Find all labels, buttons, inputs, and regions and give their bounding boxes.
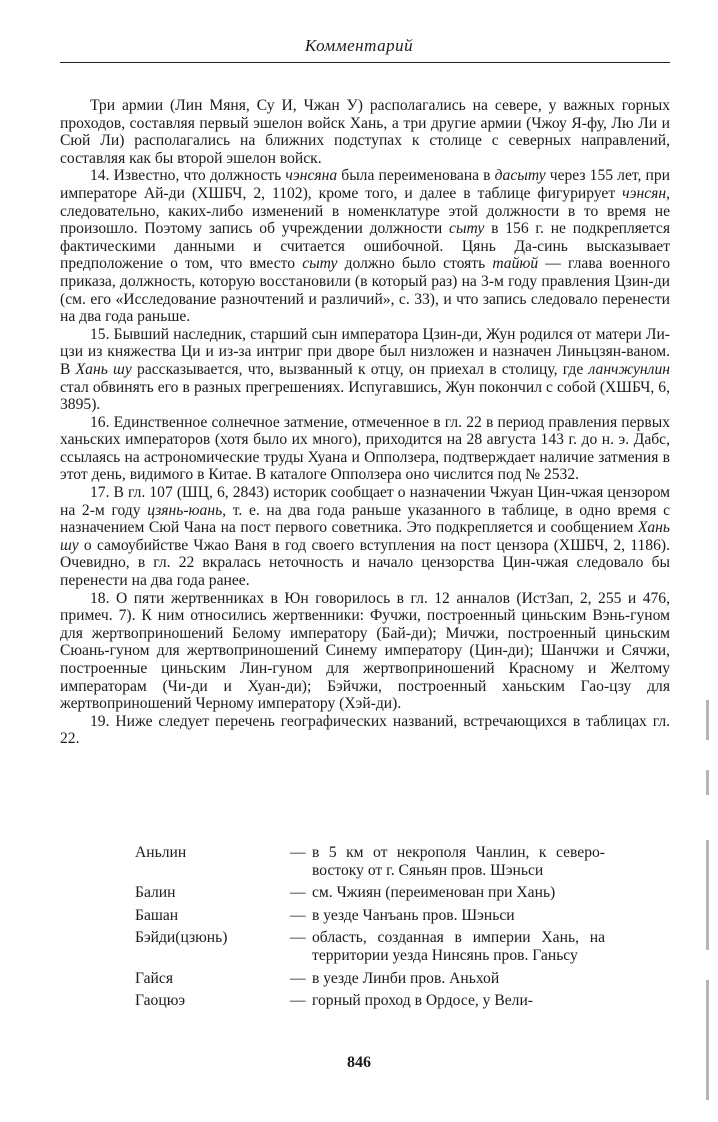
text-run: Три армии (Лин Мяня, Су И, Чжан У) располагались на севере, у важных горных проходов, составляя первый эшелон войск Хань, а три другие армии (Чжоу Я-фу, Лю Ли и Сюй Ли) располагались на ближних подступах к столице с северных направлений, составляя как бы второй эшелон войск. [60,97,670,167]
geo-dash: — [290,969,306,987]
text-run: была переименована в [337,167,495,185]
text-run: следовательно, каких-либо изменений в номенклатуре этой должности в то время не произошло. Поэтому запись об учреждении должности [60,202,670,238]
geo-definition: в уезде Чанъань пров. Шэньси [312,906,515,924]
text-run: 15. Бывший наследник, старший сын императора Цзин-ди, Жун родился от матери Ли-цзи из княжества Ци и из-за интриг при дворе был низложен и назначен Линьцзян-ваном. В [60,325,670,378]
scan-edge-mark [706,840,709,950]
geo-entry [135,844,605,879]
commentary-paragraph [60,590,670,713]
italic-term: ланчжунлин [588,360,670,378]
geo-definition: горный проход в Ордосе, у Вели- [312,992,533,1010]
text-run: 16. Единственное солнечное затмение, отмеченное в гл. 22 в период правления первых ханьских императоров (хотя было их много), приходится на 28 августа 143 г. до н. э. Дабс, ссылаясь на астрономические труды Хуана и Опползера, подтверждает наличие затмения в этот день, видимого в Китае. В каталоге Опползера оно числится под № 2532. [60,413,670,484]
geo-entry [135,884,605,902]
geo-definition: в 5 км от некрополя Чанлин, к северо-востоку от г. Сяньян пров. Шэньси [312,844,605,879]
scan-edge-mark [706,770,709,795]
italic-term: дасыту [494,167,546,185]
running-head: Комментарий [304,36,414,55]
geographic-names-list [135,844,605,1015]
geo-entry [135,992,605,1010]
text-run: должно было стоять [337,255,493,273]
header-rule [60,62,670,63]
commentary-paragraph [60,414,670,484]
geo-name: Гаоцюэ [135,992,186,1010]
geo-dash: — [290,906,306,924]
text-run: 19. Ниже следует перечень географических названий, встречающихся в таблицах гл. 22. [60,712,670,748]
commentary-paragraph [60,484,670,590]
scan-edge-mark [706,980,709,1100]
geo-definition: см. Чжиян (переименован при Хань) [312,884,556,902]
italic-term: Хань шу [75,360,132,378]
italic-term: сыту [302,255,338,273]
italic-term: цзянь-юань, [147,501,227,519]
commentary-paragraph [60,326,670,414]
geo-definition: область, созданная в империи Хань, на территории уезда Нинсянь пров. Ганьсу [312,929,605,964]
text-run: через 155 лет, при императоре Ай-ди (ХШБЧ, 2, 1102), кроме того, и далее в таблице фигурирует [60,167,670,202]
scan-edge-mark [706,700,709,740]
text-run: стал обвинять его в разных прегрешениях. Испугавшись, Жун покончил с собой (ХШБЧ, 6, 3895). [60,378,670,414]
geo-entry [135,970,605,988]
geo-name: Башан [135,906,179,924]
italic-term: сыту [449,220,485,238]
geo-dash: — [290,929,306,947]
geo-entry [135,929,605,964]
italic-term: чэнсяна [285,167,338,185]
geo-dash: — [290,992,306,1010]
text-run: в 156 г. не подкрепляется фактическими данными и считается ошибочной. Цянь Да-синь высказывает предположение о том, что вместо [60,220,670,273]
geo-name: Балин [135,884,176,902]
commentary-paragraph [60,713,670,748]
commentary-paragraph [60,167,670,325]
geo-name: Аньлин [135,844,187,861]
geo-name: Гайся [135,969,173,987]
commentary-body [60,97,670,748]
text-run: рассказывается, что, вызванный к отцу, он приехал в столицу, где [131,360,589,378]
geo-dash: — [290,884,306,902]
commentary-paragraph [60,97,670,167]
geo-dash: — [290,844,306,861]
italic-term: чэнсян, [622,184,670,202]
page-number: 846 [347,1054,371,1071]
italic-term: Хань шу [60,519,670,554]
text-run: 18. О пяти жертвенниках в Юн говорилось в гл. 12 анналов (ИстЗап, 2, 255 и 476, примеч. 7). К ним относились жертвенники: Фучжи, построенный циньским Вэнь-гуном для жертвоприношений Белому императору (Бай-ди); Мичжи, построенный циньским Сюань-гуном для жертвоприношений Синему императору (Цин-ди); Шанчжи и Сячжи, построенные циньским Лин-гуном для жертвоприношений Красному и Желтому императорам (Чи-ди и Хуан-ди); Бэйчжи, построенный ханьским Гао-цзу для жертвоприношений Черному императору (Хэй-ди). [60,589,670,713]
text-run: о самоубийстве Чжао Ваня в год своего вступления на пост цензора (ХШБЧ, 2, 1186). Очевидно, в гл. 22 вкралась неточность и начало цензорства Цин-чжая следовало бы перенести на два года ранее. [60,536,670,590]
geo-name: Бэйди(цзюнь) [135,929,228,947]
text-run: 17. В гл. 107 (ШЦ, 6, 2843) историк сообщает о назначении Чжуан Цин-чжая цензором на 2-м году [60,484,670,519]
italic-term: тайюй [492,255,539,273]
text-run: 14. Известно, что должность [90,167,286,185]
geo-definition: в уезде Линби пров. Аньхой [312,969,500,987]
geo-entry [135,907,605,925]
text-run: т. е. на два года раньше указанного в таблице, в одно время с назначением Сюй Чана на пост первого советника. Это подкрепляется и сообщением [60,501,670,537]
text-run: — глава военного приказа, должность, которую восстановили (в который раз) на 3-м году правления Цзин-ди (см. его «Исследование разночтений и различий», с. 33), и что запись следовало перенести на два года раньше. [60,255,670,326]
